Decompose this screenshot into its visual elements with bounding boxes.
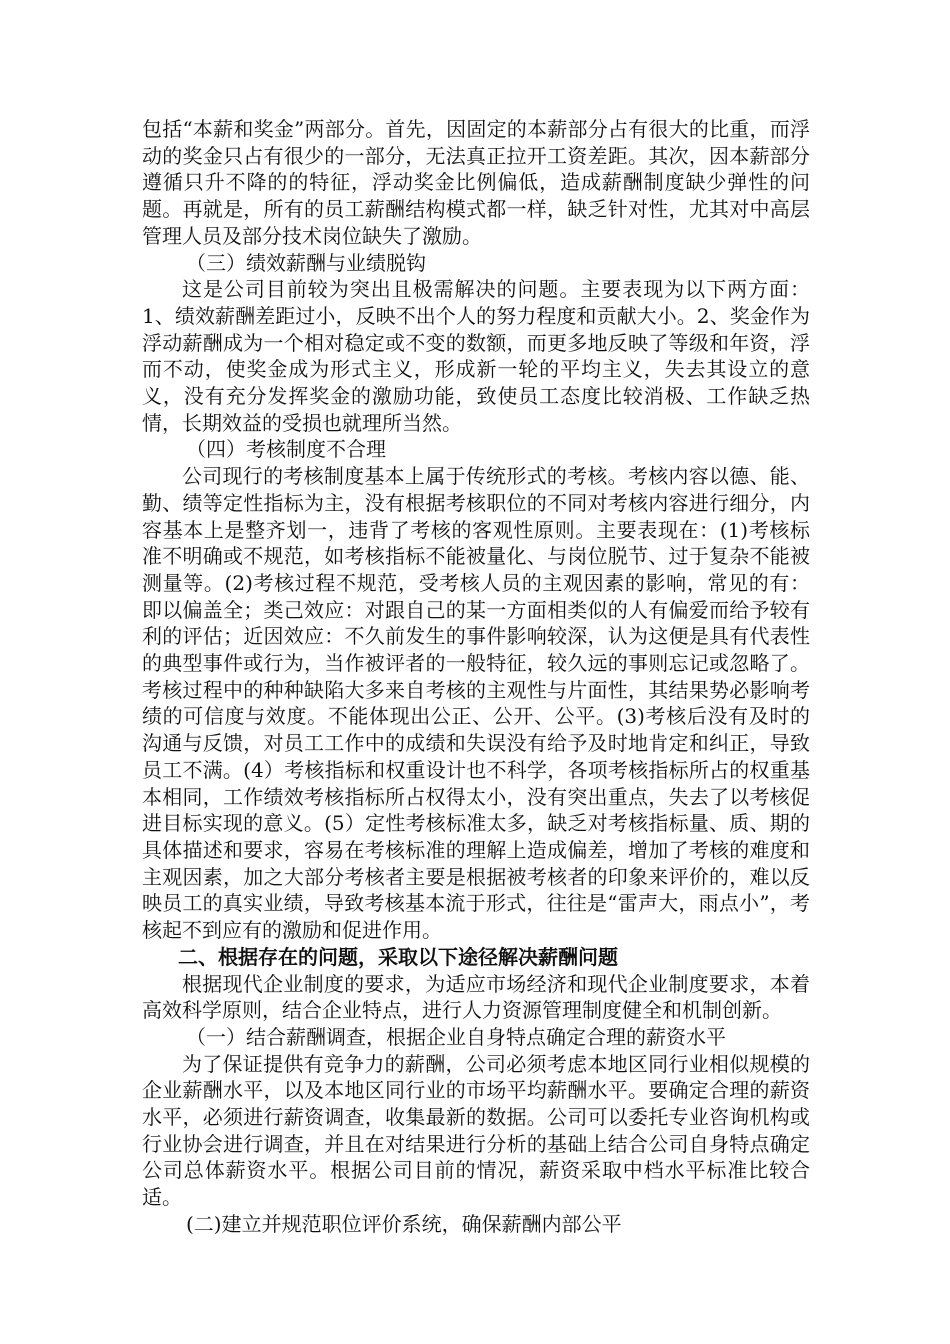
body-paragraph: 这是公司目前较为突出且极需解决的问题。主要表现为以下两方面：1、绩效薪酬差距过小，反映不出个人的努力程度和贡献大小。2、奖金作为浮动薪酬成为一个相对稳定或不变的数额，而更多地反映了等级和年资，浮而不动，使奖金成为形式主义，形成新一轮的平均主义，失去其设立的意义，没有充分发挥奖金的激励功能，致使员工态度比较消极、工作缺乏热情，长期效益的受损也就理所当然。 — [142, 277, 810, 435]
body-paragraph: 包括“本薪和奖金”两部分。首先，因固定的本薪部分占有很大的比重，而浮动的奖金只占有很少的一部分，无法真正拉开工资差距。其次，因本薪部分遵循只升不降的的特征，浮动奖金比例偏低，造成薪酬制度缺少弹性的问题。再就是，所有的员工薪酬结构模式都一样，缺乏针对性，尤其对中高层管理人员及部分技术岗位缺失了激励。 — [142, 117, 810, 248]
body-paragraph: 为了保证提供有竞争力的薪酬，公司必须考虑本地区同行业相似规模的企业薪酬水平，以及本地区同行业的市场平均薪酬水平。要确定合理的薪资水平，必须进行薪资调查，收集最新的数据。公司可以委托专业咨询机构或行业协会进行调查，并且在对结果进行分析的基础上结合公司自身特点确定公司总体薪资水平。根据公司目前的情况，薪资采取中档水平标准比较合适。 — [142, 1051, 810, 1210]
body-paragraph: 根据现代企业制度的要求，为适应市场经济和现代企业制度要求，本着高效科学原则，结合企业特点，进行人力资源管理制度健全和机制创新。 — [142, 971, 810, 1023]
section-heading: （三）绩效薪酬与业绩脱钩 — [186, 250, 426, 275]
body-paragraph: 公司现行的考核制度基本上属于传统形式的考核。考核内容以德、能、勤、绩等定性指标为主，没有根据考核职位的不同对考核内容进行细分，内容基本上是整齐划一，违背了考核的客观性原则。主要表现在：(1)考核标准不明确或不规范，如考核指标不能被量化、与岗位脱节、过于复杂不能被测量等。(2)考核过程不规范，受考核人员的主观因素的影响，常见的有：即以偏盖全；类己效应：对跟自己的某一方面相类似的人有偏爱而给予较有利的评估；近因效应：不久前发生的事件影响较深，认为这便是具有代表性的典型事件或行为，当作被评者的一般特征，较久远的事则忘记或忽略了。考核过程中的种种缺陷大多来自考核的主观性与片面性，其结果势必影响考绩的可信度与效度。不能体现出公正、公开、公平。(3)考核后没有及时的沟通与反馈，对员工工作中的成绩和失误没有给予及时地肯定和纠正，导致员工不满。(4）考核指标和权重设计也不科学，各项考核指标所占的权重基本相同，工作绩效考核指标所占权得太小，没有突出重点，失去了以考核促进目标实现的意义。(5）定性考核标准太多，缺乏对考核指标量、质、期的具体描述和要求，容易在考核标准的理解上造成偏差，增加了考核的难度和主观因素，加之大部分考核者主要是根据被考核者的印象来评价的，难以反映员工的真实业绩，导致考核基本流于形式，往往是“雷声大，雨点小”，考核起不到应有的激励和促进作用。 — [142, 464, 810, 943]
section-heading: （一）结合薪酬调查，根据企业自身特点确定合理的薪资水平 — [186, 1024, 726, 1049]
chapter-heading: 二、根据存在的问题，采取以下途径解决薪酬问题 — [178, 944, 618, 969]
section-heading: (二)建立并规范职位评价系统，确保薪酬内部公平 — [186, 1211, 622, 1236]
section-heading: （四）考核制度不合理 — [186, 437, 386, 462]
